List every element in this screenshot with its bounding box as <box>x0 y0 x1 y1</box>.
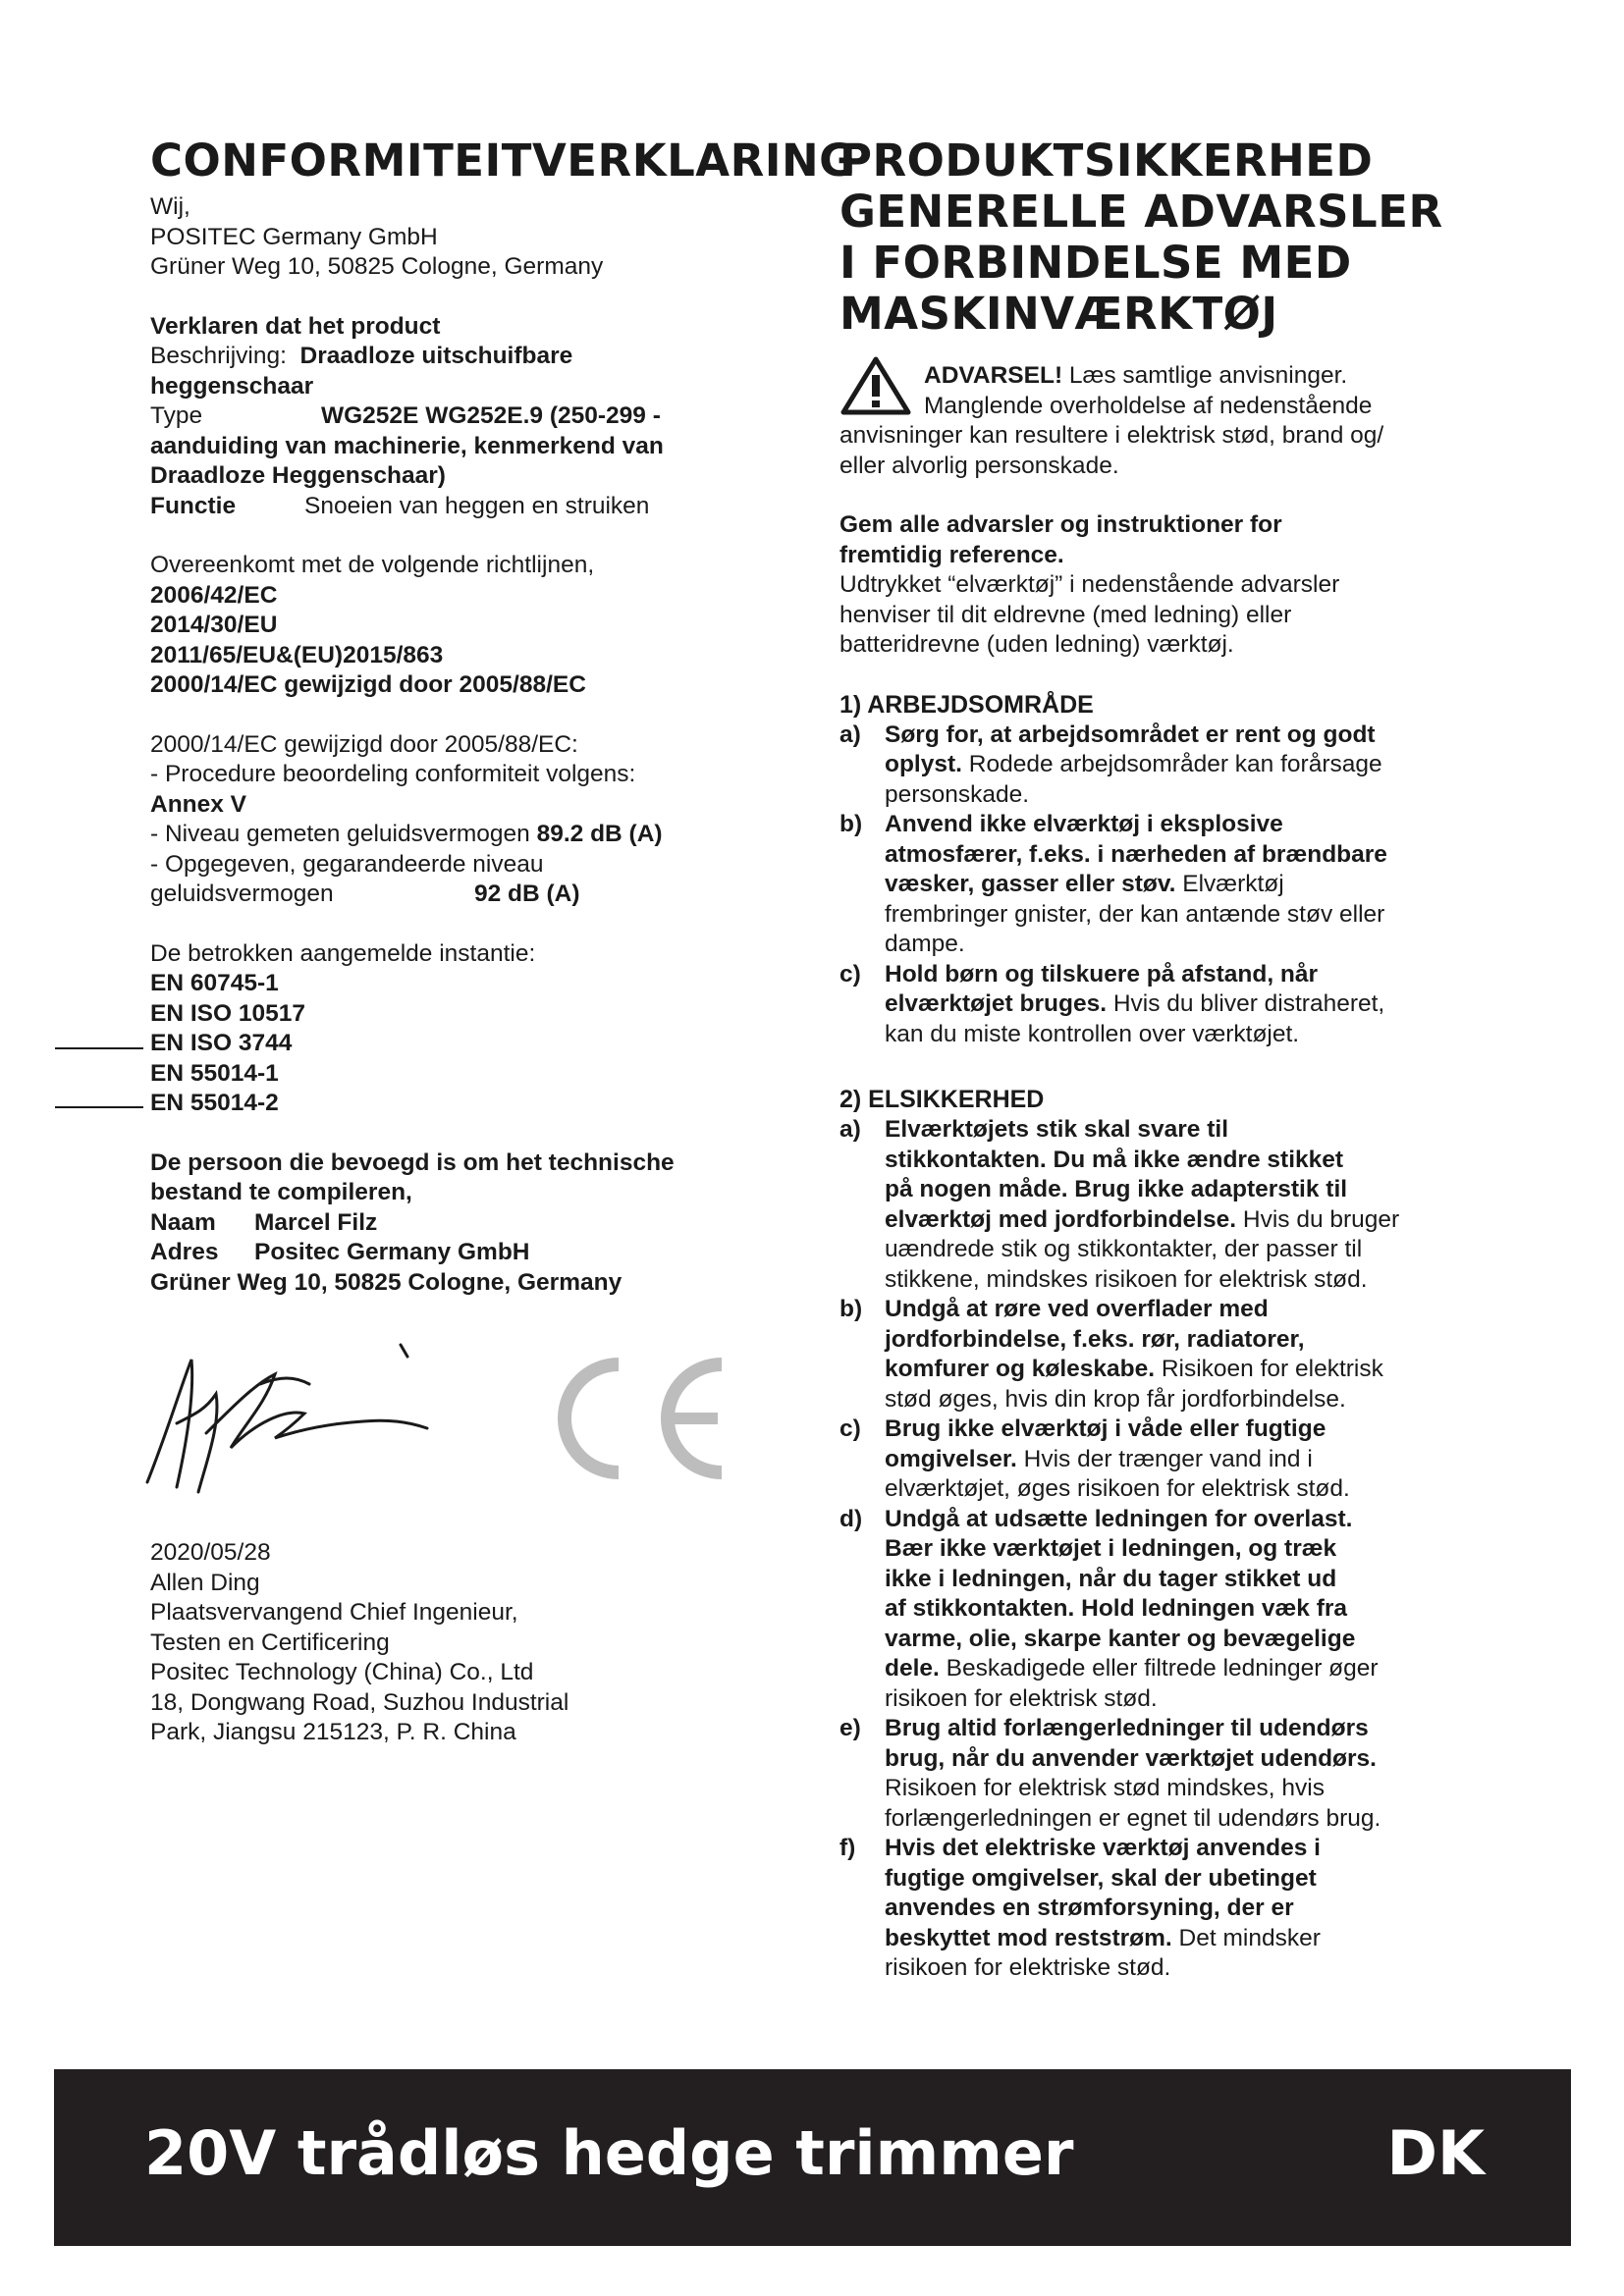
measured-value: 89.2 dB (A) <box>536 821 663 847</box>
item-bold-line <box>885 1295 1488 1325</box>
safety-title: PRODUKTSIKKERHED <box>839 134 1374 187</box>
item-bold-text: Elværktøjets stik skal svare til <box>885 1116 1228 1143</box>
item-bold-line <box>885 1115 1488 1146</box>
measured-line <box>150 820 779 850</box>
person-heading: bestand te compileren, <box>150 1179 412 1205</box>
item-bold-text: omgivelser. <box>885 1445 1017 1472</box>
directive-item: 2006/42/EC <box>150 581 278 609</box>
item-bold-text: af stikkontakten. Hold ledningen væk fra <box>885 1595 1348 1622</box>
standard-item: EN ISO 3744 <box>150 1030 293 1056</box>
address-line <box>150 1238 779 1268</box>
item-normal-text: Beskadigede eller filtrede ledninger øger <box>939 1655 1379 1682</box>
signoff-block <box>150 1538 779 1748</box>
item-bold-line <box>885 721 1488 751</box>
item-bold-text: Hvis det elektriske værktøj anvendes i <box>885 1835 1321 1861</box>
item-bold-text: jordforbindelse, f.eks. rør, radiatorer, <box>885 1325 1305 1353</box>
item-bold-line <box>885 1415 1488 1445</box>
signoff-line: Positec Technology (China) Co., Ltd <box>150 1659 534 1685</box>
margin-rule <box>55 1106 143 1108</box>
item-bold-text: brug, når du anvender værktøjet udendørs. <box>885 1744 1377 1772</box>
item-normal-line: risikoen for elektrisk stød. <box>885 1684 1158 1712</box>
warning-text: Læs samtlige anvisninger. <box>1068 362 1348 389</box>
list-item <box>839 810 1488 960</box>
item-text <box>885 1834 1488 1984</box>
standard-item: EN ISO 10517 <box>150 999 305 1027</box>
section-heading-electrical: 2) ELSIKKERHED <box>839 1086 1045 1113</box>
signoff-line: 18, Dongwang Road, Suzhou Industrial <box>150 1688 569 1716</box>
item-text <box>885 1415 1488 1505</box>
list-item <box>839 960 1488 1050</box>
item-bold-line <box>885 1146 1488 1176</box>
item-bold-text: fugtige omgivelser, skal der ubetinget <box>885 1864 1317 1892</box>
item-bold-line <box>885 1744 1488 1775</box>
item-bold-text: på nogen måde. Brug ikke adapterstik til <box>885 1176 1348 1202</box>
type-value-cont: aanduiding van machinerie, kenmerkend van <box>150 432 664 459</box>
save-heading: fremtidig reference. <box>839 541 1064 568</box>
item-normal-line: frembringer gnister, der kan antænde støv eller <box>885 900 1385 928</box>
safety-title: GENERELLE ADVARSLER <box>839 186 1443 238</box>
person-heading: De persoon die bevoegd is om het technische <box>150 1148 675 1176</box>
directive-item: 2014/30/EU <box>150 612 278 638</box>
address-value: Positec Germany GmbH <box>254 1239 530 1265</box>
item-bold-text: Sørg for, at arbejdsområdet er rent og godt <box>885 721 1376 748</box>
save-text: Udtrykket “elværktøj” i nedenstående advarsler <box>839 571 1340 598</box>
measured-label: - Niveau gemeten geluidsvermogen <box>150 821 530 847</box>
description-line <box>150 342 779 372</box>
signoff-line: Park, Jiangsu 215123, P. R. China <box>150 1719 516 1745</box>
item-normal-line: risikoen for elektriske stød. <box>885 1954 1171 1981</box>
item-normal-line: elværktøjet, øges risikoen for elektrisk stød. <box>885 1475 1350 1502</box>
save-text: batteridrevne (uden ledning) værktøj. <box>839 631 1234 658</box>
item-bold-line <box>885 1325 1488 1356</box>
warning-text: eller alvorlig personskade. <box>839 452 1119 479</box>
item-bold-text: dele. <box>885 1655 940 1682</box>
item-bold-line <box>885 1864 1488 1895</box>
signoff-line: Testen en Certificering <box>150 1629 390 1656</box>
section-work-area-items <box>839 721 1488 1050</box>
item-bold-text: elværktøj med jordforbindelse. <box>885 1205 1237 1233</box>
item-bold-line <box>885 1505 1488 1535</box>
standard-item: EN 60745-1 <box>150 970 279 996</box>
list-item <box>839 1415 1488 1505</box>
warning-text: anvisninger kan resultere i elektrisk stød, brand og/ <box>839 422 1384 449</box>
item-normal-text: Risikoen for elektrisk <box>1155 1356 1383 1382</box>
warning-block <box>839 361 1488 421</box>
footer-bar <box>54 2069 1571 2246</box>
item-marker: a) <box>839 721 861 748</box>
item-bold-line <box>885 989 1488 1020</box>
item-normal-text: Hvis du bruger <box>1236 1205 1400 1233</box>
function-label: Functie <box>150 492 237 519</box>
type-label: Type <box>150 402 203 429</box>
item-bold-text: stikkontakten. Du må ikke ændre stikket <box>885 1146 1344 1173</box>
item-bold-line <box>885 1175 1488 1205</box>
item-normal-line: uændrede stik og stikkontakter, der passer til <box>885 1236 1363 1262</box>
item-bold-line <box>885 810 1488 840</box>
list-item <box>839 1505 1488 1715</box>
item-text <box>885 721 1488 811</box>
guaranteed-label-cont: geluidsvermogen <box>150 881 334 907</box>
footer-country-code: DK <box>1386 2117 1485 2189</box>
description-value: Draadloze uitschuifbare <box>299 343 573 369</box>
function-value: Snoeien van heggen en struiken <box>304 492 650 519</box>
item-bold-text: Undgå at røre ved overflader med <box>885 1296 1269 1322</box>
item-bold-line <box>885 1834 1488 1864</box>
item-marker: c) <box>839 960 861 988</box>
type-value: WG252E WG252E.9 (250-299 - <box>321 402 661 429</box>
item-text <box>885 1295 1488 1415</box>
declare-heading: Verklaren dat het product <box>150 312 441 340</box>
item-normal-text: Elværktøj <box>1175 871 1284 897</box>
item-bold-text: Undgå at udsætte ledningen for overlast. <box>885 1505 1353 1532</box>
item-bold-line <box>885 1714 1488 1744</box>
notified-intro: De betrokken aangemelde instantie: <box>150 939 536 967</box>
item-normal-line: Risikoen for elektrisk stød mindskes, hvis <box>885 1775 1325 1801</box>
list-item <box>839 1714 1488 1834</box>
save-heading: Gem alle advarsler og instruktioner for <box>839 511 1282 538</box>
signoff-line: Allen Ding <box>150 1569 260 1596</box>
item-text <box>885 1115 1488 1295</box>
signature-image <box>137 1315 491 1502</box>
item-normal-line: personskade. <box>885 780 1030 808</box>
list-item <box>839 1115 1488 1295</box>
annex-line: Annex V <box>150 790 247 818</box>
signoff-line: 2020/05/28 <box>150 1539 271 1566</box>
item-marker: b) <box>839 1296 863 1322</box>
safety-column <box>839 135 1488 1984</box>
margin-rule <box>55 1047 143 1049</box>
safety-title: MASKINVÆRKTØJ <box>839 288 1278 340</box>
item-bold-text: Hold børn og tilskuere på afstand, når <box>885 960 1319 988</box>
item-normal-line: kan du miste kontrollen over værktøjet. <box>885 1020 1300 1047</box>
item-normal-text: Rodede arbejdsområder kan forårsage <box>961 751 1382 777</box>
guaranteed-value: 92 dB (A) <box>474 881 580 907</box>
item-bold-text: beskyttet mod reststrøm. <box>885 1924 1172 1951</box>
warning-text: Manglende overholdelse af nedenstående <box>924 392 1373 419</box>
intro-line: Grüner Weg 10, 50825 Cologne, Germany <box>150 253 604 280</box>
item-bold-line <box>885 750 1488 780</box>
item-bold-line <box>885 1355 1488 1385</box>
ce-mark-icon <box>525 1345 741 1492</box>
description-label: Beschrijving: <box>150 343 287 369</box>
item-bold-line <box>885 1565 1488 1595</box>
item-text <box>885 1505 1488 1715</box>
name-line <box>150 1208 779 1239</box>
item-bold-line <box>885 1594 1488 1625</box>
item-bold-text: ikke i ledningen, når du tager stikket ud <box>885 1565 1337 1592</box>
item-marker: a) <box>839 1116 861 1143</box>
item-normal-text: Hvis du bliver distraheret, <box>1107 990 1385 1017</box>
intro-line: Wij, <box>150 193 190 220</box>
list-item <box>839 1295 1488 1415</box>
item-marker: d) <box>839 1505 863 1532</box>
name-label: Naam <box>150 1208 216 1236</box>
item-bold-line <box>885 840 1488 871</box>
intro-line: POSITEC Germany GmbH <box>150 223 438 250</box>
warning-line <box>924 361 1372 392</box>
save-text: henviser til dit eldrevne (med ledning) eller <box>839 601 1292 628</box>
item-marker: b) <box>839 811 863 837</box>
section-heading-work-area: 1) ARBEJDSOMRÅDE <box>839 690 1094 719</box>
item-bold-text: Anvend ikke elværktøj i eksplosive <box>885 811 1283 837</box>
item-bold-line <box>885 960 1488 990</box>
item-bold-line <box>885 1445 1488 1475</box>
directives-intro: Overeenkomt met de volgende richtlijnen, <box>150 552 595 578</box>
item-marker: e) <box>839 1715 861 1741</box>
item-text <box>885 1714 1488 1834</box>
item-bold-text: atmosfærer, f.eks. i nærheden af brændbare <box>885 840 1387 868</box>
item-bold-text: elværktøjet bruges. <box>885 990 1108 1017</box>
item-bold-line <box>885 1924 1488 1954</box>
item-normal-line: stød øges, hvis din krop får jordforbindelse. <box>885 1385 1346 1413</box>
type-value-cont: Draadloze Heggenschaar) <box>150 462 446 489</box>
item-bold-text: Brug ikke elværktøj i våde eller fugtige <box>885 1415 1326 1442</box>
warning-label: ADVARSEL! <box>924 362 1063 389</box>
item-text <box>885 810 1488 960</box>
directive-item: 2011/65/EU&(EU)2015/863 <box>150 641 444 668</box>
footer-title: 20V trådløs hedge trimmer <box>144 2117 1074 2189</box>
address-line-2: Grüner Weg 10, 50825 Cologne, Germany <box>150 1268 623 1296</box>
item-normal-line: stikkene, mindskes risikoen for elektrisk stød. <box>885 1265 1368 1293</box>
function-line <box>150 492 779 522</box>
warning-triangle-icon <box>839 355 912 416</box>
safety-title: I FORBINDELSE MED <box>839 237 1352 289</box>
declaration-column <box>150 134 856 1298</box>
section-electrical-items <box>839 1115 1488 1984</box>
item-marker: f) <box>839 1835 856 1861</box>
item-normal-line: dampe. <box>885 931 965 957</box>
type-line <box>150 401 779 432</box>
address-label: Adres <box>150 1239 219 1265</box>
declaration-title: CONFORMITEITVERKLARING <box>150 134 856 187</box>
standard-item: EN 55014-2 <box>150 1090 279 1116</box>
item-bold-text: Bær ikke værktøjet i ledningen, og træk <box>885 1535 1337 1562</box>
item-normal-text: Det mindsker <box>1171 1924 1321 1951</box>
list-item <box>839 721 1488 811</box>
guaranteed-line <box>150 880 779 910</box>
item-normal-text: Hvis der trænger vand ind i <box>1016 1445 1313 1472</box>
item-bold-text: Brug altid forlængerledninger til udendørs <box>885 1715 1369 1741</box>
item-marker: c) <box>839 1415 861 1442</box>
item-bold-text: komfurer og køleskabe. <box>885 1356 1156 1382</box>
directive-item: 2000/14/EC gewijzigd door 2005/88/EC <box>150 671 586 698</box>
procedure-line: - Procedure beoordeling conformiteit volgens: <box>150 761 636 787</box>
item-bold-line <box>885 1205 1488 1236</box>
item-bold-line <box>885 1654 1488 1684</box>
item-bold-text: væsker, gasser eller støv. <box>885 871 1176 897</box>
name-value: Marcel Filz <box>254 1208 378 1236</box>
list-item <box>839 1834 1488 1984</box>
item-bold-line <box>885 870 1488 900</box>
item-bold-text: anvendes en strømforsyning, der er <box>885 1895 1294 1921</box>
item-bold-text: varme, olie, skarpe kanter og bevægelige <box>885 1625 1356 1652</box>
item-bold-line <box>885 1894 1488 1924</box>
standard-item: EN 55014-1 <box>150 1059 279 1087</box>
noise-intro: 2000/14/EC gewijzigd door 2005/88/EC: <box>150 730 578 758</box>
item-text <box>885 960 1488 1050</box>
item-bold-line <box>885 1534 1488 1565</box>
item-bold-line <box>885 1625 1488 1655</box>
description-value-cont: heggenschaar <box>150 372 314 400</box>
guaranteed-label: - Opgegeven, gegarandeerde niveau <box>150 850 544 878</box>
item-bold-text: oplyst. <box>885 751 962 777</box>
item-normal-line: forlængerledningen er egnet til udendørs brug. <box>885 1804 1381 1832</box>
signoff-line: Plaatsvervangend Chief Ingenieur, <box>150 1599 518 1626</box>
